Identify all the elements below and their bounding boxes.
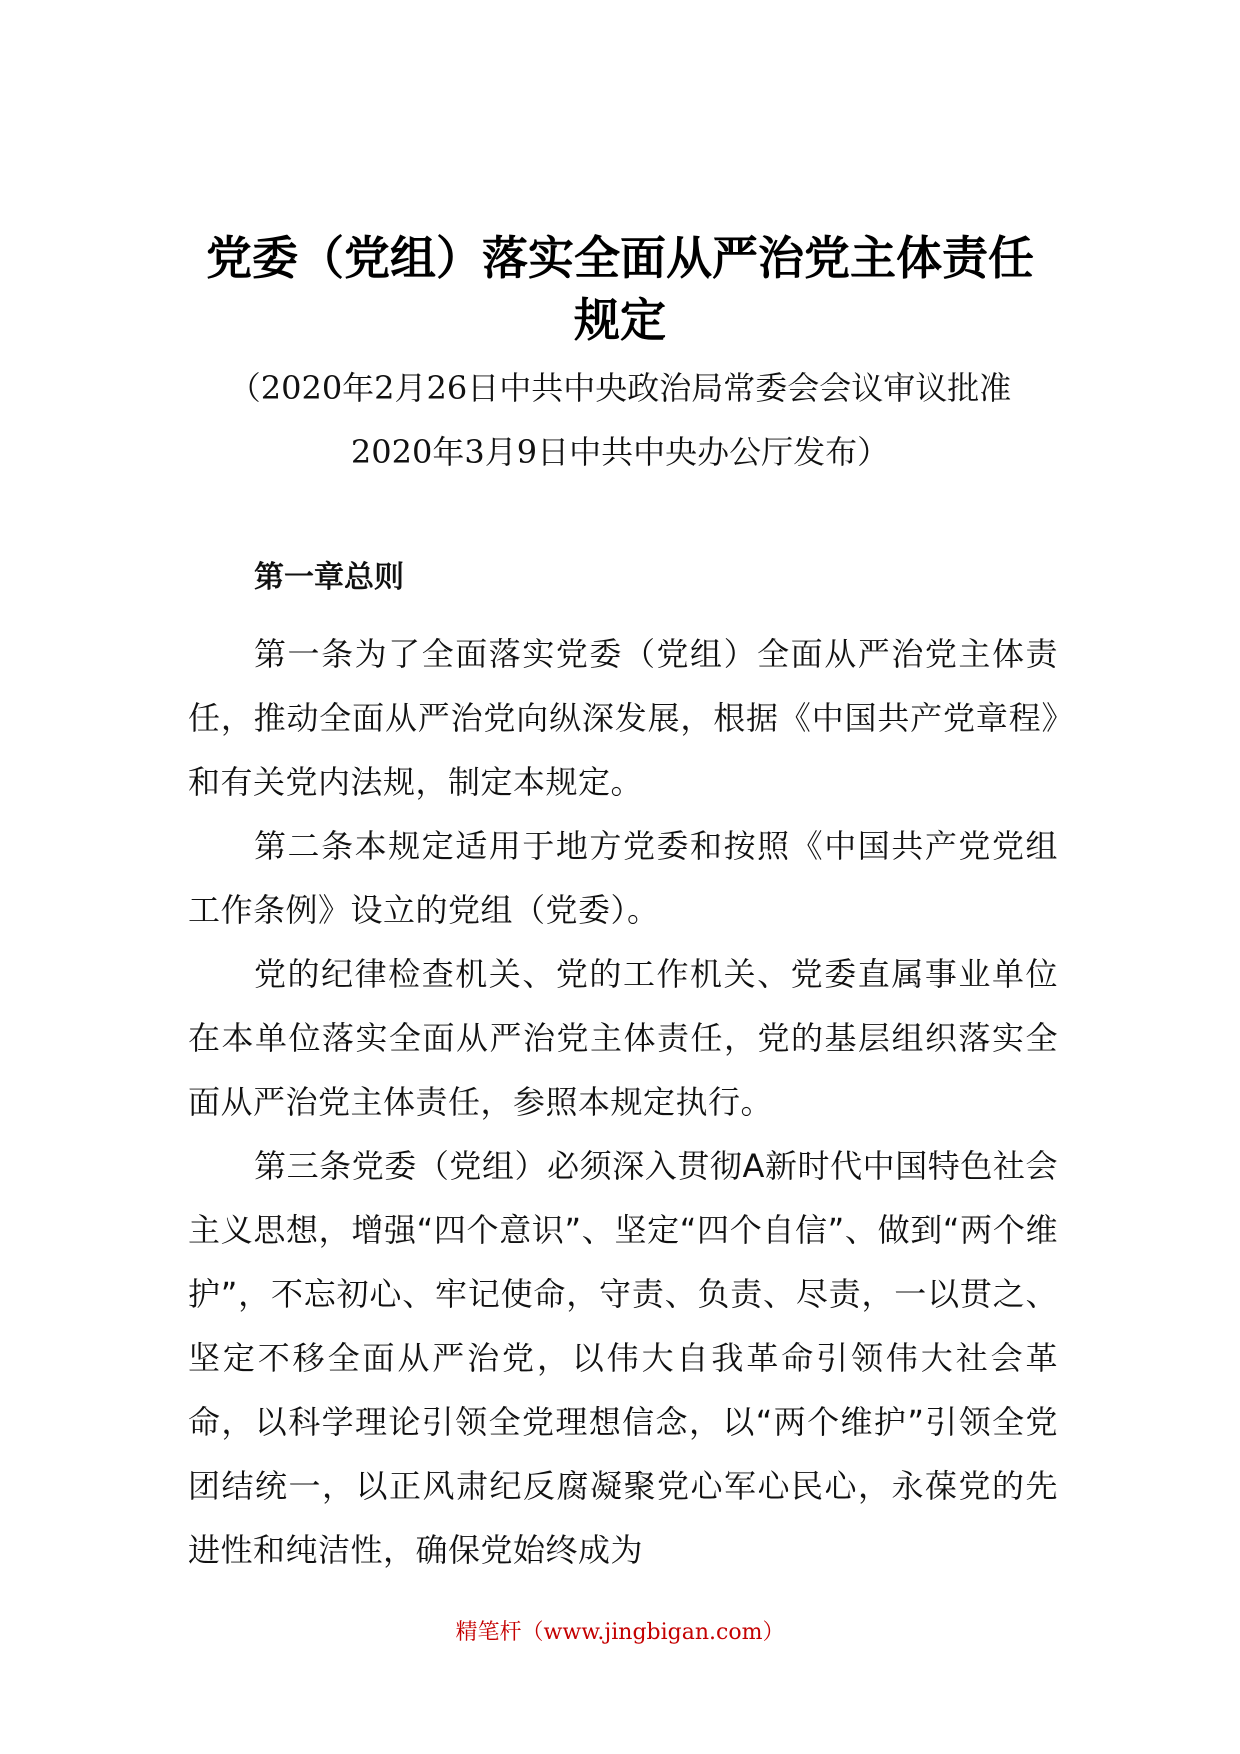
paragraph-article-3: 第三条党委（党组）必须深入贯彻A新时代中国特色社会主义思想，增强“四个意识”、坚定“四个自信”、做到“两个维护”，不忘初心、牢记使命，守责、负责、尽责，一以贯之、坚定不移全面从严治党，以伟大自我革命引领伟大社会革命，以科学理论引领全党理想信念，以“两个维护”引领全党团结统一，以正风肃纪反腐凝聚党心军心民心，永葆党的先进性和纯洁性，确保党始终成为 — [188, 1147, 1058, 1569]
paragraph-article-2-supplement: 党的纪律检查机关、党的工作机关、党委直属事业单位在本单位落实全面从严治党主体责任，党的基层组织落实全面从严治党主体责任，参照本规定执行。 — [188, 955, 1058, 1121]
document-title-line2: 规定 — [574, 293, 666, 347]
paragraph-article-2: 第二条本规定适用于地方党委和按照《中国共产党党组工作条例》设立的党组（党委）。 — [188, 827, 1058, 929]
document-subtitle-line2: 2020年3月9日中共中央办公厅发布） — [350, 433, 890, 471]
document-body — [188, 558, 1058, 1582]
document-subtitle-line1: （2020年2月26日中共中央政治局常委会会议审议批准 — [228, 369, 1012, 407]
paragraph-article-1: 第一条为了全面落实党委（党组）全面从严治党主体责任，推动全面从严治党向纵深发展，根据《中国共产党章程》和有关党内法规，制定本规定。 — [188, 635, 1058, 801]
footer-watermark: 精笔杆（www.jingbigan.com） — [455, 1620, 785, 1645]
document-title-line1: 党委（党组）落实全面从严治党主体责任 — [206, 231, 1034, 285]
chapter-heading: 第一章总则 — [254, 560, 404, 595]
